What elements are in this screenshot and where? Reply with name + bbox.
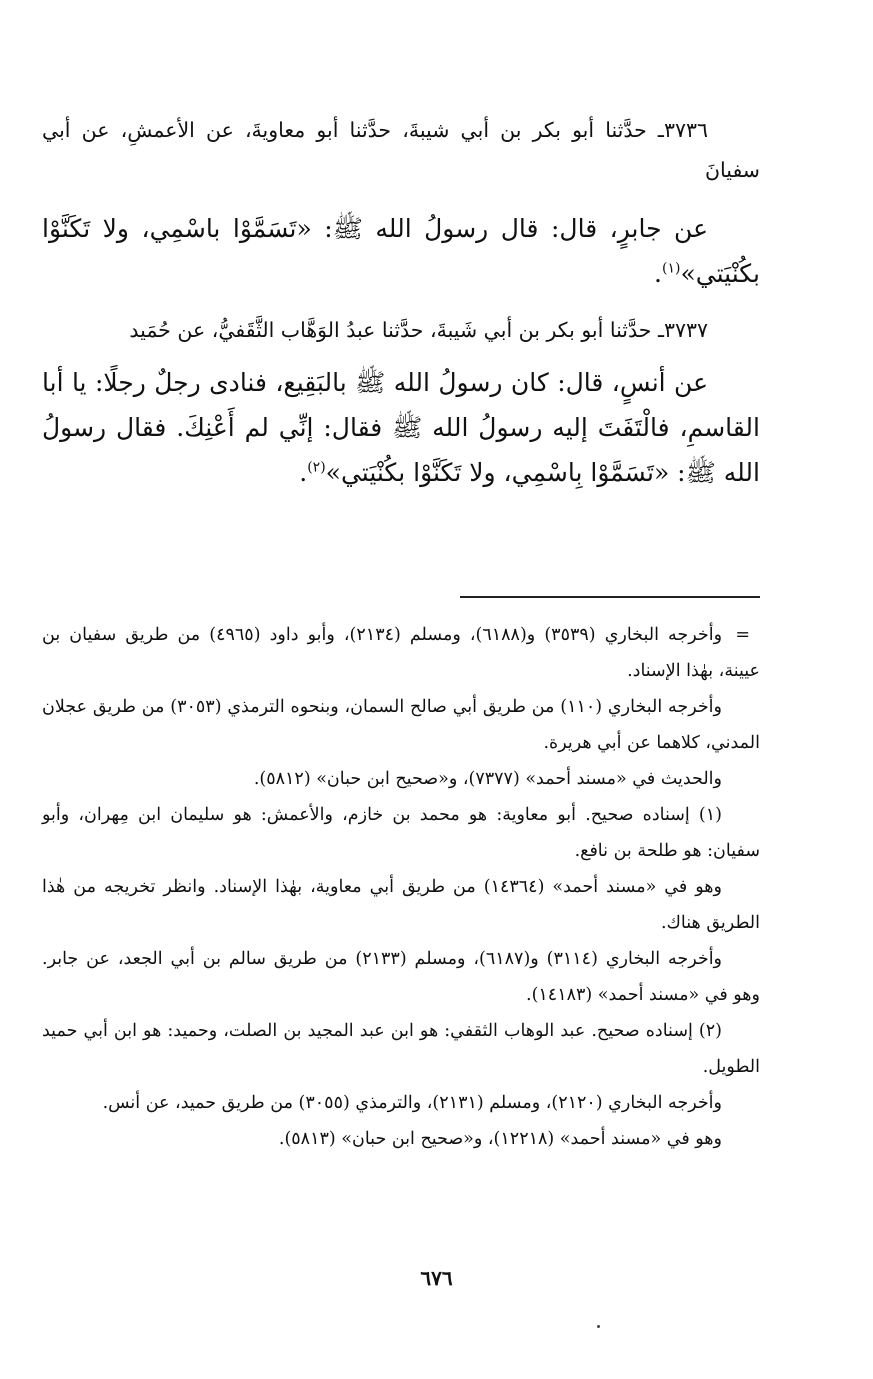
hadith-3737-matn: عن أنسٍ، قال: كان رسولُ الله ﷺ بالبَقِيع، فنادى رجلٌ رجلًا: يا أبا القاسمِ، فالْتَفَتَ إليه رسولُ الله ﷺ فقال: إنِّي لم أَعْنِكَ. فقال رسولُ الله ﷺ: «تَسَمَّوْا بِاسْمِي، ولا تَكَنَّوْا بكُنْيَتي»$^{(٢)}$. <box>42 368 760 487</box>
footnote-paragraph: = وأخرجه البخاري (٣٥٣٩) و(٦١٨٨)، ومسلم (٢١٣٤)، وأبو داود (٤٩٦٥) من طريق سفيان بن عيينة، بهٰذا الإسناد. <box>42 617 760 689</box>
hadith-3736-matn: عن جابرٍ، قال: قال رسولُ الله ﷺ: «تَسَمَّوْا باسْمِي، ولا تَكَنَّوْا بكُنْيَتي»$^{(١)}$. <box>42 214 760 288</box>
footnote-paragraph: وأخرجه البخاري (١١٠) من طريق أبي صالح السمان، وبنحوه الترمذي (٣٠٥٣) من طريق عجلان المدني، كلاهما عن أبي هريرة. <box>42 697 760 753</box>
main-text <box>42 110 760 495</box>
footnote-ref-2: (٢) <box>307 459 326 476</box>
page-number: ٦٧٦ <box>420 1266 453 1290</box>
footnote-ref-1: (١) <box>662 260 681 277</box>
scan-speck <box>597 1325 600 1328</box>
footnote-paragraph: وأخرجه البخاري (٢١٢٠)، ومسلم (٢١٣١)، والترمذي (٣٠٥٥) من طريق حميد، عن أنس. <box>102 1093 722 1113</box>
footnotes <box>42 617 760 1157</box>
footnote-divider <box>460 596 760 598</box>
footnote-paragraph: وأخرجه البخاري (٣١١٤) و(٦١٨٧)، ومسلم (٢١٣٣) من طريق سالم بن أبي الجعد، عن جابر. وهو في «مسند أحمد» (١٤١٨٣). <box>42 949 760 1005</box>
footnote-paragraph: (١) إسناده صحيح. أبو معاوية: هو محمد بن خازم، والأعمش: هو سليمان ابن مِهران، وأبو سفيان: هو طلحة بن نافع. <box>42 805 760 861</box>
footnote-paragraph: وهو في «مسند أحمد» (١٤٣٦٤) من طريق أبي معاوية، بهٰذا الإسناد. وانظر تخريجه من هٰذا الطريق هناك. <box>42 877 760 933</box>
footnote-paragraph: وهو في «مسند أحمد» (١٢٢١٨)، و«صحيح ابن حبان» (٥٨١٣). <box>278 1129 722 1149</box>
footnote-paragraph: والحديث في «مسند أحمد» (٧٣٧٧)، و«صحيح ابن حبان» (٥٨١٢). <box>253 769 722 789</box>
hadith-3737-isnad: ٣٧٣٧ـ حدَّثنا أبو بكر بن أبي شَيبةَ، حدَّثنا عبدُ الوَهَّاب الثَّقَفيُّ، عن حُمَيد <box>129 318 708 342</box>
hadith-3736-isnad: ٣٧٣٦ـ حدَّثنا أبو بكر بن أبي شيبةَ، حدَّثنا أبو معاويةَ، عن الأعمشِ، عن أبي سفيانَ <box>42 118 760 182</box>
footnote-paragraph: (٢) إسناده صحيح. عبد الوهاب الثقفي: هو ابن عبد المجيد بن الصلت، وحميد: هو ابن أبي حميد الطويل. <box>42 1021 760 1077</box>
